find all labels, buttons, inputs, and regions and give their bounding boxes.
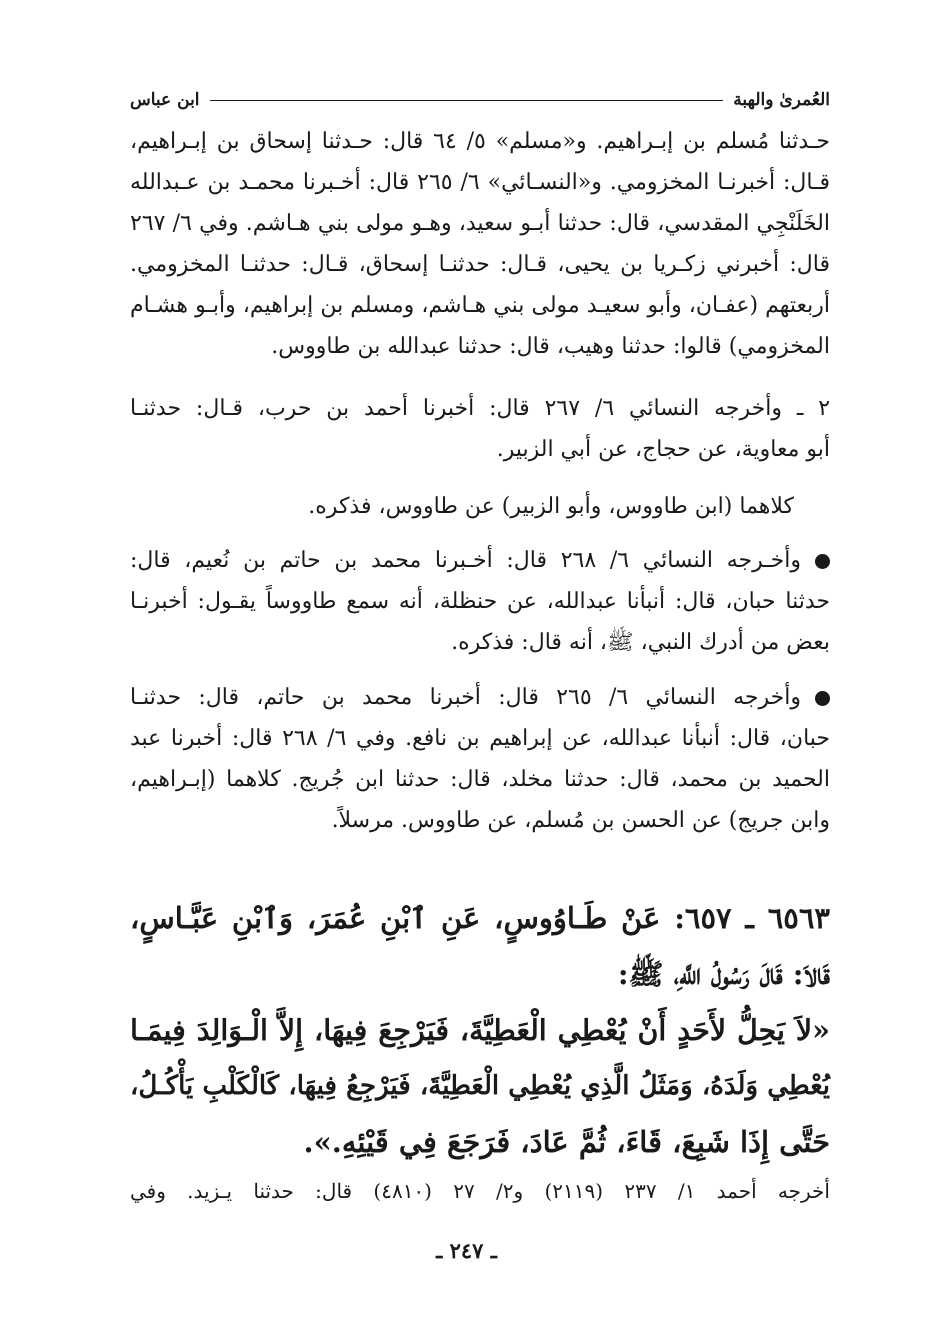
hadith-text bbox=[130, 890, 830, 1170]
section-title: ابن عباس bbox=[130, 90, 200, 110]
text-line: كلاهما (ابن طاووس، وأبو الزبير) عن طاووس، فذكره. bbox=[308, 494, 794, 519]
text-line: ٢ ـ وأخرجه النسائي ٦/ ٢٦٧ قال: أخبرنا أحمد بن حرب، قـال: حدثنـا bbox=[130, 396, 831, 421]
text-line: وابن جريج) عن الحسن بن مُسلم، عن طاووس. مرسلاً. bbox=[331, 808, 830, 833]
paragraph-nasai-3 bbox=[130, 677, 830, 841]
bullet-icon bbox=[815, 554, 830, 569]
running-header bbox=[130, 86, 830, 114]
hadith-line: قَالاَ: قَالَ رَسُولُ اللَّهِ، ﷺ: bbox=[617, 957, 830, 991]
text-line: المخزومي) قالوا: حدثنا وهيب، قال: حدثنا عبدالله بن طاووس. bbox=[271, 334, 830, 359]
hadith-line: ٦٥٦٣ ـ ٦٥٧: عَنْ طَـاوُوسٍ، عَنِ ٱبْنِ عُمَرَ، وَٱبْنِ عَبَّـاسٍ، bbox=[130, 901, 830, 935]
text-line: أبو معاوية، عن حجاج، عن أبي الزبير. bbox=[496, 437, 830, 462]
text-span: وأخـرجه النسائي ٦/ ٢٦٨ قال: أخـبرنا محمد بن حاتم بن نُعيم، قال: bbox=[130, 548, 802, 573]
text-line bbox=[130, 540, 830, 581]
text-line: حـدثنا مُسلم بن إبـراهيم. و«مسلم» ٥/ ٦٤ قال: حـدثنا إسحاق بن إبـراهيم، bbox=[130, 129, 830, 154]
text-line: الخَلَنْجِي المقدسي، قال: حدثنا أبـو سعيد، وهـو مولى بني هـاشم. وفي ٦/ ٢٦٧ bbox=[130, 211, 830, 236]
page-number: ـ ٢٤٧ ـ bbox=[436, 1238, 497, 1263]
text-line bbox=[130, 677, 830, 718]
text-line: بعض من أدرك النبي، ﷺ، أنه قال: فذكره. bbox=[451, 630, 830, 655]
text-line: قـال: أخبرنـا المخزومي. و«النسـائي» ٦/ ٢٦٥ قال: أخـبرنا محمـد بن عـبدالله bbox=[130, 170, 831, 195]
bullet-icon bbox=[815, 691, 830, 706]
text-line: حدثنا حبان، قال: أنبأنا عبدالله، عن حنظلة، أنه سمع طاووساً يقـول: أخبرنـا bbox=[130, 589, 830, 614]
paragraph-nasai-1 bbox=[130, 388, 830, 470]
text-span: وأخرجه النسائي ٦/ ٢٦٥ قال: أخبرنا محمد بن حاتم، قال: حدثنـا bbox=[130, 685, 802, 710]
hadith-line: يُعْطِي وَلَدَهُ، وَمَثَلُ الَّذِي يُعْطِي الْعَطِيَّةَ، فَيَرْجِعُ فِيهَا، كَالْكَلْبِ يَأْكُـلُ، bbox=[130, 1071, 830, 1101]
paragraph-isnad bbox=[130, 121, 830, 367]
text-line: أربعتهم (عفـان، وأبو سعيـد مولى بني هـاشم، ومسلم بن إبراهيم، وأبـو هشـام bbox=[130, 293, 830, 318]
text-line: الحميد بن محمد، قال: حدثنا مخلد، قال: حدثنا ابن جُريج. كلاهما (إبـراهيم، bbox=[130, 767, 830, 792]
takhrij-line: أخرجه أحمد ١/ ٢٣٧ (٢١١٩) و٢/ ٢٧ (٤٨١٠) قال: حدثنا يـزيد. وفي bbox=[130, 1179, 830, 1203]
hadith-line: حَتَّى إِذَا شَبِعَ، قَاءَ، ثُمَّ عَادَ، فَرَجَعَ فِي قَيْئِهِ.». bbox=[303, 1125, 830, 1159]
hadith-line: «لاَ يَحِلُّ لأَحَدٍ أَنْ يُعْطِي الْعَطِيَّةَ، فَيَرْجِعَ فِيهَا، إِلاَّ الْـوَالِدَ فِيمَـا bbox=[130, 1013, 830, 1047]
paragraph-summary bbox=[130, 486, 830, 527]
text-line: حبان، قال: أنبأنا عبدالله، عن إبراهيم بن نافع. وفي ٦/ ٢٦٨ قال: أخبرنا عبد bbox=[130, 726, 831, 751]
chapter-title: العُمرىٰ والهبة bbox=[733, 90, 830, 110]
paragraph-nasai-2 bbox=[130, 540, 830, 663]
header-rule bbox=[210, 100, 724, 101]
text-line: قال: أخبرني زكـريا بن يحيى، قـال: حدثنـا إسحاق، قـال: حدثنـا المخزومي. bbox=[130, 252, 830, 277]
